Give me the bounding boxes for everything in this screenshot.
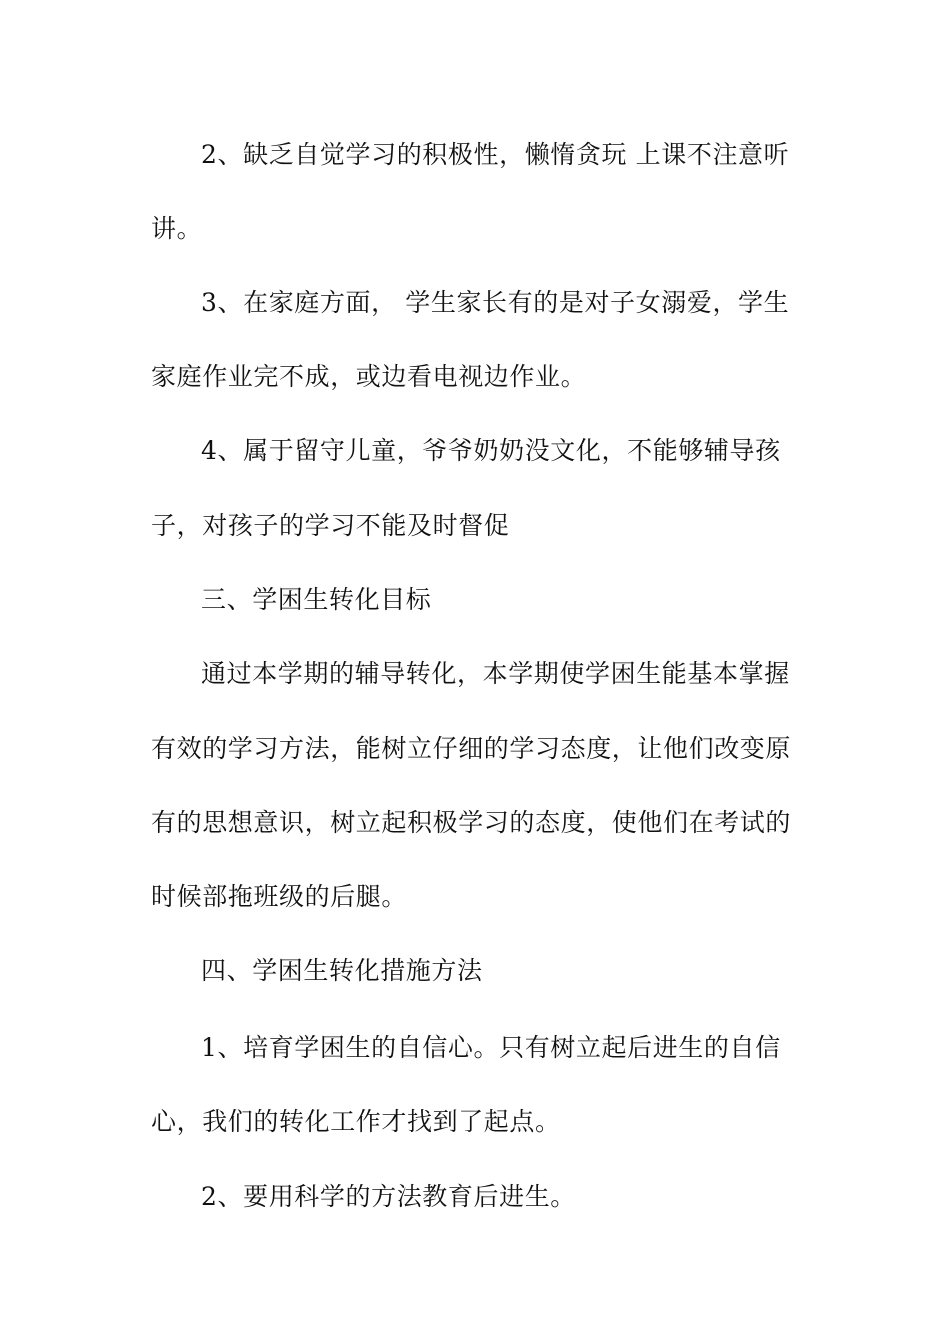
paragraph-line: 2、要用科学的方法教育后进生。 bbox=[201, 1182, 576, 1211]
paragraph-line: 4、属于留守儿童，爷爷奶奶没文化，不能够辅导孩 bbox=[201, 436, 781, 465]
paragraph-line: 心，我们的转化工作才找到了起点。 bbox=[151, 1107, 561, 1136]
paragraph-line: 有效的学习方法，能树立仔细的学习态度，让他们改变原 bbox=[151, 734, 792, 763]
paragraph-line: 有的思想意识，树立起积极学习的态度，使他们在考试的 bbox=[151, 808, 792, 837]
paragraph-line: 讲。 bbox=[151, 214, 203, 243]
paragraph-line: 子，对孩子的学习不能及时督促 bbox=[151, 511, 510, 540]
paragraph-line: 通过本学期的辅导转化，本学期使学困生能基本掌握 bbox=[201, 659, 790, 688]
paragraph-line: 2、缺乏自觉学习的积极性，懒惰贪玩 上课不注意听 bbox=[201, 140, 790, 169]
section-heading: 三、学困生转化目标 bbox=[201, 585, 432, 614]
section-heading: 四、学困生转化措施方法 bbox=[201, 956, 483, 985]
paragraph-line: 家庭作业完不成，或边看电视边作业。 bbox=[151, 362, 587, 391]
paragraph-line: 3、在家庭方面， 学生家长有的是对子女溺爱，学生 bbox=[201, 288, 790, 317]
paragraph-line: 1、培育学困生的自信心。只有树立起后进生的自信 bbox=[201, 1033, 781, 1062]
paragraph-line: 时候部拖班级的后腿。 bbox=[151, 882, 408, 911]
